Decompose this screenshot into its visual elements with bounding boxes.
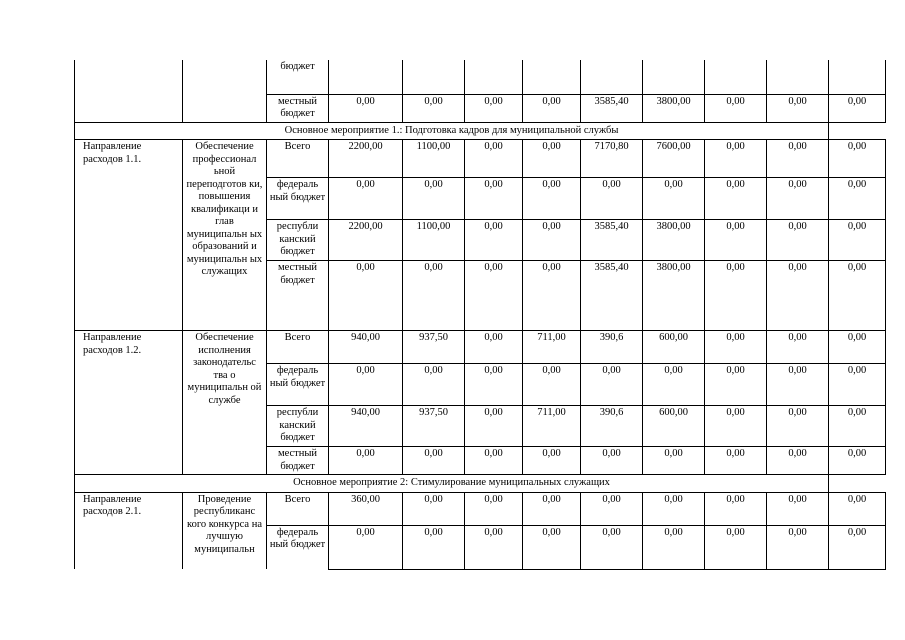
value-cell: 0,00 (523, 261, 581, 331)
value-cell: 0,00 (465, 261, 523, 331)
funding-source-cell: местный бюджет (267, 94, 329, 122)
value-cell: 0,00 (705, 331, 767, 364)
value-cell: 0,00 (329, 447, 403, 475)
value-cell: 0,00 (767, 94, 829, 122)
value-cell: 0,00 (705, 492, 767, 525)
value-cell: 0,00 (329, 94, 403, 122)
value-cell (705, 60, 767, 94)
value-cell: 0,00 (329, 261, 403, 331)
value-cell: 600,00 (643, 331, 705, 364)
section-heading: Основное мероприятие 1.: Подготовка кадров для муниципальной службы (75, 122, 829, 140)
value-cell: 3585,40 (581, 261, 643, 331)
value-cell: 0,00 (643, 364, 705, 406)
description-cell: Проведение республиканс кого конкурса на лучшую муниципальн (183, 492, 267, 569)
value-cell: 0,00 (403, 94, 465, 122)
value-cell (643, 60, 705, 94)
value-cell: 0,00 (829, 94, 886, 122)
value-cell: 0,00 (329, 525, 403, 569)
value-cell: 0,00 (829, 525, 886, 569)
value-cell: 0,00 (829, 220, 886, 261)
value-cell: 0,00 (523, 220, 581, 261)
value-cell: 0,00 (465, 364, 523, 406)
value-cell: 0,00 (643, 525, 705, 569)
value-cell: 0,00 (705, 364, 767, 406)
value-cell: 0,00 (465, 525, 523, 569)
value-cell: 940,00 (329, 406, 403, 447)
section-heading: Основное мероприятие 2: Стимулирование муниципальных служащих (75, 475, 829, 493)
value-cell: 0,00 (465, 406, 523, 447)
value-cell: 3800,00 (643, 220, 705, 261)
value-cell: 0,00 (705, 525, 767, 569)
value-cell: 600,00 (643, 406, 705, 447)
value-cell: 0,00 (829, 447, 886, 475)
value-cell: 0,00 (581, 178, 643, 220)
value-cell: 0,00 (523, 492, 581, 525)
value-cell: 0,00 (829, 406, 886, 447)
value-cell: 0,00 (767, 406, 829, 447)
direction-cell (75, 60, 183, 122)
value-cell: 0,00 (767, 331, 829, 364)
value-cell: 0,00 (523, 140, 581, 178)
value-cell: 0,00 (465, 94, 523, 122)
value-cell: 711,00 (523, 406, 581, 447)
value-cell: 0,00 (523, 178, 581, 220)
section-heading-row (75, 122, 886, 140)
value-cell: 0,00 (329, 364, 403, 406)
value-cell: 0,00 (767, 525, 829, 569)
value-cell: 360,00 (329, 492, 403, 525)
value-cell (829, 60, 886, 94)
value-cell: 0,00 (767, 178, 829, 220)
value-cell: 0,00 (465, 140, 523, 178)
value-cell: 0,00 (581, 364, 643, 406)
value-cell: 1100,00 (403, 140, 465, 178)
value-cell: 0,00 (829, 261, 886, 331)
direction-cell: Направление расходов 1.2. (75, 331, 183, 475)
table-row (75, 60, 886, 94)
value-cell: 2200,00 (329, 220, 403, 261)
value-cell: 0,00 (829, 492, 886, 525)
value-cell: 0,00 (705, 447, 767, 475)
value-cell: 0,00 (767, 261, 829, 331)
value-cell: 0,00 (403, 364, 465, 406)
direction-cell: Направление расходов 1.1. (75, 140, 183, 331)
value-cell: 711,00 (523, 331, 581, 364)
value-cell: 0,00 (523, 447, 581, 475)
value-cell: 0,00 (465, 220, 523, 261)
value-cell (403, 60, 465, 94)
funding-source-cell: Всего (267, 492, 329, 525)
value-cell: 390,6 (581, 406, 643, 447)
value-cell (581, 60, 643, 94)
value-cell: 0,00 (643, 447, 705, 475)
value-cell (767, 60, 829, 94)
value-cell: 0,00 (403, 525, 465, 569)
value-cell: 0,00 (705, 261, 767, 331)
table-row (75, 492, 886, 525)
funding-source-cell: местный бюджет (267, 261, 329, 331)
value-cell: 390,6 (581, 331, 643, 364)
value-cell: 0,00 (581, 447, 643, 475)
value-cell: 0,00 (523, 94, 581, 122)
value-cell: 0,00 (403, 447, 465, 475)
funding-source-cell: федераль ный бюджет (267, 178, 329, 220)
value-cell: 0,00 (767, 364, 829, 406)
value-cell: 0,00 (767, 220, 829, 261)
table-row (75, 331, 886, 364)
value-cell: 7600,00 (643, 140, 705, 178)
direction-cell: Направление расходов 2.1. (75, 492, 183, 569)
table-row (75, 140, 886, 178)
value-cell: 0,00 (403, 261, 465, 331)
value-cell: 7170,80 (581, 140, 643, 178)
value-cell: 0,00 (767, 492, 829, 525)
value-cell: 0,00 (705, 406, 767, 447)
value-cell: 3800,00 (643, 261, 705, 331)
funding-source-cell: Всего (267, 140, 329, 178)
value-cell: 0,00 (705, 220, 767, 261)
funding-source-cell: федераль ный бюджет (267, 364, 329, 406)
value-cell: 0,00 (767, 140, 829, 178)
description-cell (183, 60, 267, 122)
value-cell: 0,00 (581, 492, 643, 525)
funding-source-cell: бюджет (267, 60, 329, 94)
funding-source-cell: республи канский бюджет (267, 220, 329, 261)
value-cell: 940,00 (329, 331, 403, 364)
value-cell: 2200,00 (329, 140, 403, 178)
value-cell (329, 60, 403, 94)
funding-source-cell: Всего (267, 331, 329, 364)
value-cell: 0,00 (705, 140, 767, 178)
value-cell (523, 60, 581, 94)
value-cell: 937,50 (403, 331, 465, 364)
funding-source-cell: местный бюджет (267, 447, 329, 475)
budget-table (74, 60, 886, 570)
value-cell: 0,00 (643, 492, 705, 525)
budget-table-body (75, 60, 886, 569)
section-heading-row (75, 475, 886, 493)
budget-table-page (74, 60, 886, 570)
value-cell: 0,00 (643, 178, 705, 220)
value-cell: 1100,00 (403, 220, 465, 261)
value-cell: 0,00 (829, 364, 886, 406)
value-cell: 0,00 (705, 178, 767, 220)
value-cell: 0,00 (829, 178, 886, 220)
description-cell: Обеспечение исполнения законодательс тва о муниципальн ой службе (183, 331, 267, 475)
value-cell: 3585,40 (581, 220, 643, 261)
value-cell: 0,00 (465, 447, 523, 475)
value-cell (465, 60, 523, 94)
value-cell: 0,00 (523, 525, 581, 569)
value-cell: 0,00 (403, 178, 465, 220)
value-cell: 0,00 (465, 331, 523, 364)
value-cell: 0,00 (581, 525, 643, 569)
value-cell: 0,00 (829, 331, 886, 364)
value-cell: 0,00 (465, 178, 523, 220)
value-cell: 937,50 (403, 406, 465, 447)
value-cell: 0,00 (767, 447, 829, 475)
value-cell: 0,00 (465, 492, 523, 525)
description-cell: Обеспечение профессионал ьной переподготов ки, повышения квалификаци и глав муниципальн ых образований и муниципальн ых служащих (183, 140, 267, 331)
value-cell: 0,00 (829, 140, 886, 178)
funding-source-cell: федераль ный бюджет (267, 525, 329, 569)
value-cell: 0,00 (403, 492, 465, 525)
value-cell: 0,00 (705, 94, 767, 122)
funding-source-cell: республи канский бюджет (267, 406, 329, 447)
value-cell: 3585,40 (581, 94, 643, 122)
value-cell: 3800,00 (643, 94, 705, 122)
value-cell: 0,00 (329, 178, 403, 220)
value-cell: 0,00 (523, 364, 581, 406)
